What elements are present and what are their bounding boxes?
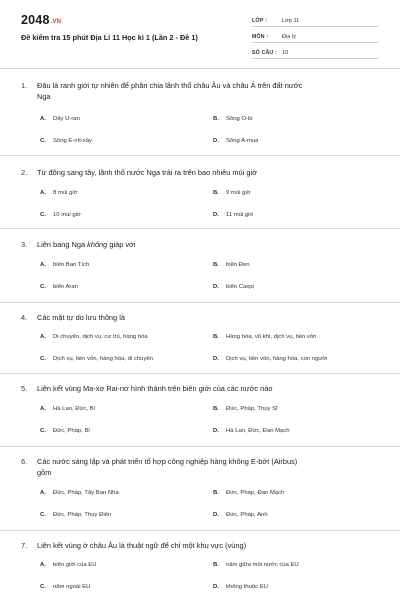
meta-value: Lớp 11 — [282, 18, 300, 24]
question-text-part: Liên bang Nga — [37, 240, 88, 249]
option-letter: D. — [213, 284, 219, 290]
option-letter: C. — [40, 512, 46, 518]
option-letter: A. — [40, 116, 46, 122]
option-letter: B. — [213, 116, 219, 122]
option-text: 10 múi giờ — [53, 212, 81, 218]
question-text — [37, 80, 302, 102]
option-b[interactable] — [213, 398, 386, 420]
option-letter: B. — [213, 190, 219, 196]
option-letter: C. — [40, 356, 46, 362]
option-letter: D. — [213, 584, 219, 590]
option-letter: B. — [213, 490, 219, 496]
option-text: Đức, Pháp, Thụy Sĩ — [226, 406, 278, 412]
question-text: Liên kết vùng ở châu Âu là thuật ngữ để chỉ một khu vực (vùng) — [37, 541, 247, 550]
meta-label: SỐ CÂU : — [252, 50, 277, 56]
option-text: biển Đen — [226, 262, 250, 268]
answer-options — [0, 326, 400, 370]
option-c[interactable] — [40, 130, 213, 152]
question-text-line: Nga — [37, 92, 51, 101]
answer-options — [0, 482, 400, 526]
option-text: biên giới của EU — [53, 562, 97, 568]
option-a[interactable] — [40, 398, 213, 420]
option-text: Hà Lan, Đức, Đan Mạch — [226, 428, 290, 434]
answer-options — [0, 398, 400, 442]
question-7 — [0, 531, 400, 600]
exam-header — [0, 0, 400, 69]
option-a[interactable] — [40, 108, 213, 130]
option-letter: C. — [40, 212, 46, 218]
option-letter: D. — [213, 138, 219, 144]
exam-title: Đề kiểm tra 15 phút Địa Lí 11 Học kì 1 (Lần 2 - Đề 1) — [21, 33, 198, 42]
question-text — [37, 456, 297, 478]
option-b[interactable] — [213, 182, 386, 204]
option-text: Hà Lan, Đức, Bỉ — [53, 406, 95, 412]
option-letter: C. — [40, 428, 46, 434]
option-text: nằm ngoài EU — [53, 584, 91, 590]
option-letter: A. — [40, 190, 46, 196]
question-4 — [0, 303, 400, 374]
option-b[interactable] — [213, 108, 386, 130]
option-a[interactable] — [40, 254, 213, 276]
option-text: 9 múi giờ — [226, 190, 251, 196]
logo-text: 2048 — [21, 13, 50, 27]
question-text-part: giáp với — [107, 240, 136, 249]
question-number: 4. — [21, 313, 28, 322]
question-text — [37, 239, 136, 250]
option-letter: B. — [213, 334, 219, 340]
option-d[interactable] — [213, 204, 386, 226]
option-text: Sông A-mua — [226, 138, 259, 144]
exam-meta — [252, 13, 378, 59]
option-a[interactable] — [40, 554, 213, 576]
option-letter: B. — [213, 262, 219, 268]
meta-label: LỚP : — [252, 18, 268, 24]
option-letter: A. — [40, 406, 46, 412]
question-text: Từ đông sang tây, lãnh thổ nước Nga trải ra trên bao nhiêu múi giờ — [37, 168, 257, 177]
option-letter: D. — [213, 356, 219, 362]
option-b[interactable] — [213, 482, 386, 504]
option-text: 11 múi giờ — [226, 212, 254, 218]
option-text: Sông Ô-bi — [226, 116, 253, 122]
meta-row-question-count — [252, 45, 378, 59]
option-b[interactable] — [213, 254, 386, 276]
option-d[interactable] — [213, 576, 386, 598]
option-text: Đức, Pháp, Bỉ — [53, 428, 90, 434]
option-letter: A. — [40, 490, 46, 496]
option-letter: C. — [40, 584, 46, 590]
meta-value: 10 — [282, 50, 289, 56]
option-text: Đức, Pháp, Đan Mạch — [226, 490, 285, 496]
option-a[interactable] — [40, 482, 213, 504]
option-d[interactable] — [213, 420, 386, 442]
option-c[interactable] — [40, 420, 213, 442]
option-letter: A. — [40, 562, 46, 568]
option-letter: A. — [40, 262, 46, 268]
option-text: nằm giữa mỗi nước của EU — [226, 562, 299, 568]
question-text-emphasis: không — [87, 240, 108, 249]
question-2 — [0, 156, 400, 229]
meta-value: Địa lý — [282, 34, 296, 40]
option-c[interactable] — [40, 204, 213, 226]
question-number: 6. — [21, 457, 28, 466]
option-text: Đức, Pháp, Anh — [226, 512, 268, 518]
option-text: Đức, Pháp, Thụy Điển — [53, 512, 112, 518]
option-b[interactable] — [213, 554, 386, 576]
option-c[interactable] — [40, 348, 213, 370]
question-6 — [0, 447, 400, 531]
question-3 — [0, 229, 400, 303]
option-b[interactable] — [213, 326, 386, 348]
option-a[interactable] — [40, 326, 213, 348]
option-text: Dãy U-ran — [53, 116, 80, 122]
option-text: Dịch vụ, tiền vốn, hàng hóa, di chuyển — [53, 356, 153, 362]
meta-row-class — [252, 13, 378, 27]
option-c[interactable] — [40, 276, 213, 298]
answer-options — [0, 554, 400, 598]
option-text: Đức, Pháp, Tây Ban Nha — [53, 490, 119, 496]
answer-options — [0, 108, 400, 152]
option-letter: B. — [213, 406, 219, 412]
option-letter: C. — [40, 138, 46, 144]
question-1 — [0, 69, 400, 156]
option-text: Dịch vụ, tiền vốn, hàng hóa, con người — [226, 356, 328, 362]
logo-suffix: .VN — [50, 19, 62, 25]
question-text-line: Đâu là ranh giới tự nhiên để phân chia lãnh thổ châu Âu và châu Á trên đất nước — [37, 81, 303, 90]
option-c[interactable] — [40, 504, 213, 526]
option-text: không thuộc EU — [226, 584, 268, 590]
question-5 — [0, 374, 400, 447]
option-text: Hàng hóa, vũ khí, dịch vụ, tiền vốn — [226, 334, 317, 340]
option-d[interactable] — [213, 276, 386, 298]
option-text: biển Caxpi — [226, 284, 254, 290]
meta-row-subject — [252, 29, 378, 43]
question-number: 3. — [21, 240, 28, 249]
option-text: biển Ban Tích — [53, 262, 90, 268]
option-text: 8 múi giờ — [53, 190, 78, 196]
question-number: 1. — [21, 81, 28, 90]
option-d[interactable] — [213, 348, 386, 370]
question-text-line: gồm — [37, 468, 52, 477]
question-text: Các mặt tự do lưu thông là — [37, 313, 125, 322]
question-text-line: Các nước sáng lập và phát triển tổ hợp công nghiệp hàng không E-bớt (Airbus) — [37, 457, 298, 466]
option-d[interactable] — [213, 504, 386, 526]
meta-label: MÔN : — [252, 34, 269, 40]
question-text: Liên kết vùng Ma-xơ Rai-nơ hình thành trên biên giới của các nước nào — [37, 384, 273, 393]
option-text: Sông Ê-nít-xây — [53, 138, 92, 144]
option-text: biển Aran — [53, 284, 78, 290]
option-letter: A. — [40, 334, 46, 340]
option-a[interactable] — [40, 182, 213, 204]
option-c[interactable] — [40, 576, 213, 598]
option-letter: D. — [213, 212, 219, 218]
option-letter: D. — [213, 512, 219, 518]
answer-options — [0, 254, 400, 298]
site-logo[interactable] — [21, 13, 61, 27]
answer-options — [0, 182, 400, 226]
question-number: 7. — [21, 541, 28, 550]
question-number: 2. — [21, 168, 28, 177]
option-letter: B. — [213, 562, 219, 568]
option-d[interactable] — [213, 130, 386, 152]
question-number: 5. — [21, 384, 28, 393]
option-text: Di chuyển, dịch vụ, cư trú, hàng hóa — [53, 334, 148, 340]
option-letter: C. — [40, 284, 46, 290]
option-letter: D. — [213, 428, 219, 434]
